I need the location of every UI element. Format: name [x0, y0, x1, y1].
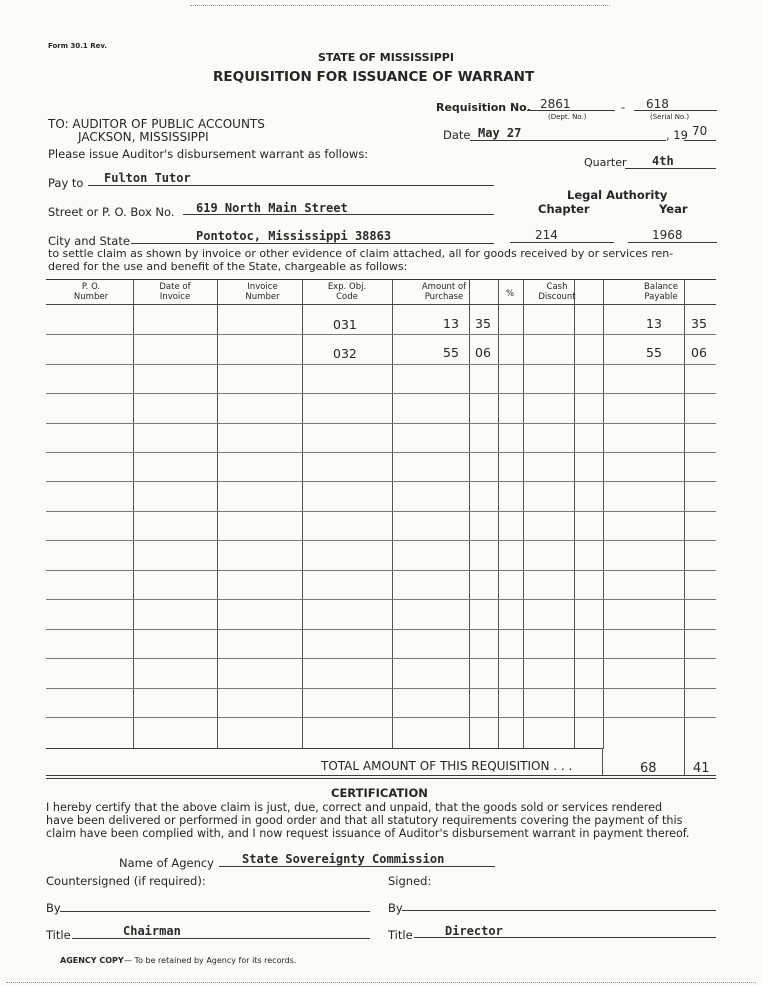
dept-number: 2861 — [540, 97, 571, 111]
requisition-label: Requisition No. — [436, 101, 531, 114]
street-label: Street or P. O. Box No. — [48, 205, 175, 219]
street-value: 619 North Main Street — [196, 201, 348, 215]
quarter-label: Quarter — [584, 156, 627, 169]
settle-text-line-1: to settle claim as shown by invoice or other evidence of claim attached, all for goods received by or services ren- — [48, 247, 674, 260]
left-title-value: Chairman — [123, 924, 181, 938]
serial-number-line — [634, 110, 717, 111]
right-title-value: Director — [445, 924, 503, 938]
pay-to-label: Pay to — [48, 176, 84, 190]
chapter-value: 214 — [535, 228, 558, 242]
total-double-line-1 — [46, 775, 716, 776]
row-2-balance-dollars: 55 — [646, 345, 662, 360]
pay-to-value: Fulton Tutor — [104, 171, 191, 185]
certification-line-2: have been delivered or performed in good order and that all statutory requirements covering the payment of this — [46, 814, 683, 827]
settle-text-line-2: dered for the use and benefit of the State, chargeable as follows: — [48, 260, 408, 273]
total-dollars: 68 — [640, 761, 657, 776]
agency-copy-label: AGENCY COPY — [60, 956, 124, 965]
right-by-label: By — [388, 901, 403, 915]
col-amount-of-purchase: Amount of Purchase — [421, 282, 467, 302]
date-value: May 27 — [478, 126, 522, 140]
pay-to-line — [88, 185, 494, 186]
col-po-number: P. O. Number — [73, 282, 109, 302]
col-cash-discount: Cash Discount — [538, 282, 576, 302]
row-2-balance-cents: 06 — [691, 345, 707, 360]
state-heading: STATE OF MISSISSIPPI — [318, 51, 454, 64]
right-by-line — [402, 910, 716, 911]
row-2-code: 032 — [333, 346, 357, 361]
left-by-line — [60, 911, 370, 912]
total-label: TOTAL AMOUNT OF THIS REQUISITION . . . — [321, 759, 573, 773]
date-line — [470, 140, 666, 141]
right-title-label: Title — [388, 928, 413, 942]
serial-number: 618 — [646, 97, 669, 111]
row-1-code: 031 — [333, 317, 357, 332]
bottom-edge-dots — [6, 982, 756, 983]
left-title-line — [72, 938, 370, 939]
row-1-balance-cents: 35 — [691, 316, 707, 331]
table-bottom-line — [46, 748, 602, 749]
total-cents: 41 — [693, 761, 710, 776]
year-line — [684, 140, 716, 141]
quarter-line — [625, 168, 716, 169]
chapter-label: Chapter — [538, 202, 590, 216]
year-suffix: 70 — [692, 124, 708, 138]
addressee-line-2: JACKSON, MISSISSIPPI — [78, 130, 209, 144]
legal-authority-heading: Legal Authority — [567, 188, 668, 202]
row-1-amount-cents: 35 — [475, 316, 491, 331]
city-line — [131, 243, 494, 244]
quarter-value: 4th — [652, 154, 674, 168]
form-number: Form 30.1 Rev. — [48, 42, 107, 50]
certification-line-3: claim have been complied with, and I now request issuance of Auditor's disbursement warrant in payment thereof. — [46, 827, 690, 840]
date-label: Date — [443, 128, 471, 142]
city-label: City and State — [48, 234, 130, 248]
addressee-line-1: TO: AUDITOR OF PUBLIC ACCOUNTS — [48, 117, 265, 131]
col-date-of-invoice: Date of Invoice — [159, 282, 191, 302]
agency-name-line — [219, 866, 495, 867]
top-edge-dots — [190, 5, 610, 6]
certification-line-1: I hereby certify that the above claim is just, due, correct and unpaid, that the goods sold or services rendered — [46, 801, 663, 814]
total-box-divider — [684, 748, 685, 776]
col-invoice-number: Invoice Number — [245, 282, 280, 302]
agency-name-value: State Sovereignty Commission — [242, 852, 445, 866]
dept-caption: (Dept. No.) — [548, 113, 587, 121]
year-prefix: , 19 — [666, 128, 688, 142]
street-line — [183, 214, 494, 215]
document-title: REQUISITION FOR ISSUANCE OF WARRANT — [213, 69, 535, 85]
row-1-amount-dollars: 13 — [443, 316, 459, 331]
legal-year-line — [628, 242, 717, 243]
agency-copy-note: — To be retained by Agency for its records. — [124, 956, 297, 965]
row-2-amount-cents: 06 — [475, 345, 491, 360]
city-value: Pontotoc, Mississippi 38863 — [196, 229, 392, 243]
claims-table — [46, 279, 716, 749]
col-exp-obj-code: Exp. Obj. Code — [327, 282, 367, 302]
dash: - — [621, 100, 626, 114]
row-2-amount-dollars: 55 — [443, 345, 459, 360]
col-balance-payable: Balance Payable — [644, 282, 678, 302]
signed-label: Signed: — [388, 874, 432, 888]
right-title-line — [414, 937, 716, 938]
col-percent: % — [505, 289, 515, 299]
agency-name-label: Name of Agency — [119, 856, 214, 870]
dept-number-line — [527, 110, 615, 111]
legal-year-value: 1968 — [652, 228, 683, 242]
chapter-line — [510, 242, 614, 243]
year-label: Year — [659, 202, 688, 216]
row-1-balance-dollars: 13 — [646, 316, 662, 331]
instruction-text: Please issue Auditor's disbursement warrant as follows: — [48, 147, 369, 161]
left-title-label: Title — [46, 928, 71, 942]
certification-heading: CERTIFICATION — [331, 786, 428, 800]
left-by-label: By — [46, 901, 61, 915]
total-double-line-2 — [46, 778, 716, 779]
total-box-left — [602, 748, 603, 776]
serial-caption: (Serial No.) — [650, 113, 690, 121]
countersigned-label: Countersigned (if required): — [46, 874, 206, 888]
